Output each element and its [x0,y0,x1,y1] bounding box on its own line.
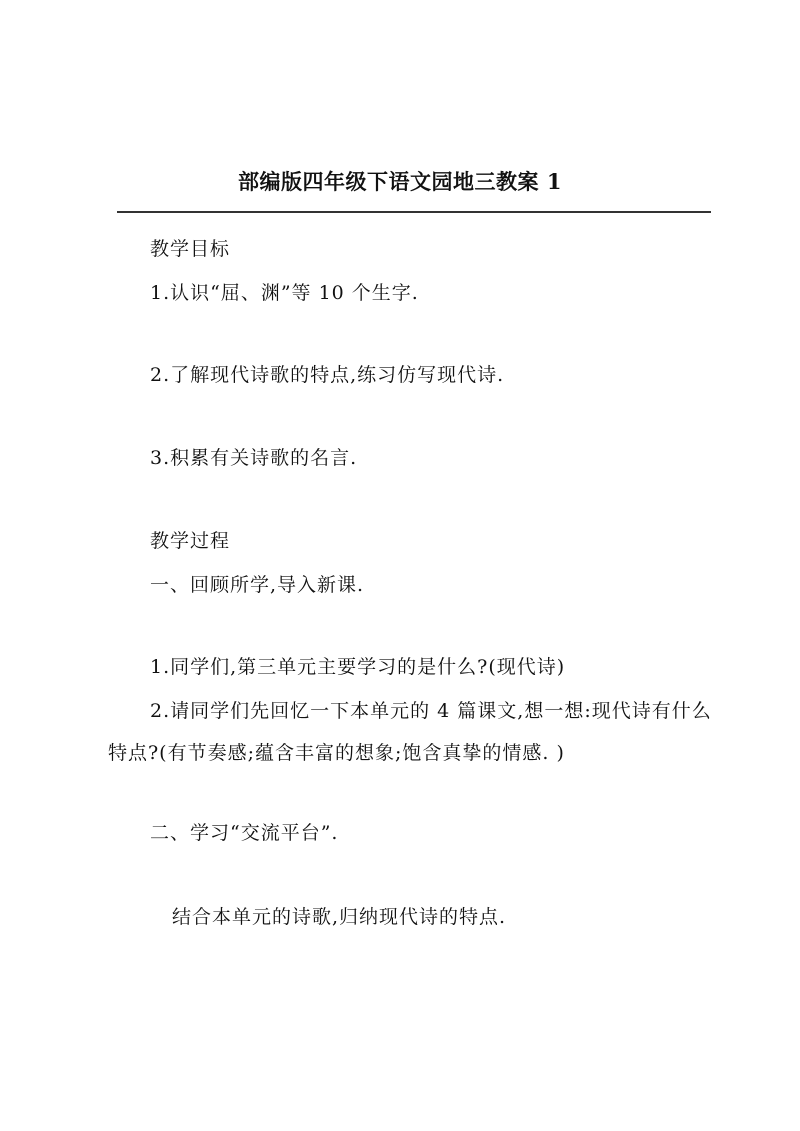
document-title: 部编版四年级下语文园地三教案 1 [238,169,562,194]
section-heading-process: 教学过程 [150,530,231,552]
goal-item-1: 1.认识“屈、渊”等 10 个生字. [150,282,419,304]
step-1-heading: 一、回顾所学,导入新课. [150,574,365,596]
section-heading-goals: 教学目标 [150,238,231,260]
step-1-question-1: 1.同学们,第三单元主要学习的是什么?(现代诗) [150,656,566,678]
goal-item-2: 2.了解现代诗歌的特点,练习仿写现代诗. [150,364,505,386]
step-2-heading: 二、学习“交流平台”. [150,822,339,844]
title-underline [117,211,711,213]
step-2-text: 结合本单元的诗歌,归纳现代诗的特点. [172,906,507,928]
step-1-question-2: 2.请同学们先回忆一下本单元的 4 篇课文,想一想:现代诗有什么特点?(有节奏感;蕴含丰富的想象;饱含真挚的情感. ) [108,700,712,764]
goal-item-3: 3.积累有关诗歌的名言. [150,447,358,469]
